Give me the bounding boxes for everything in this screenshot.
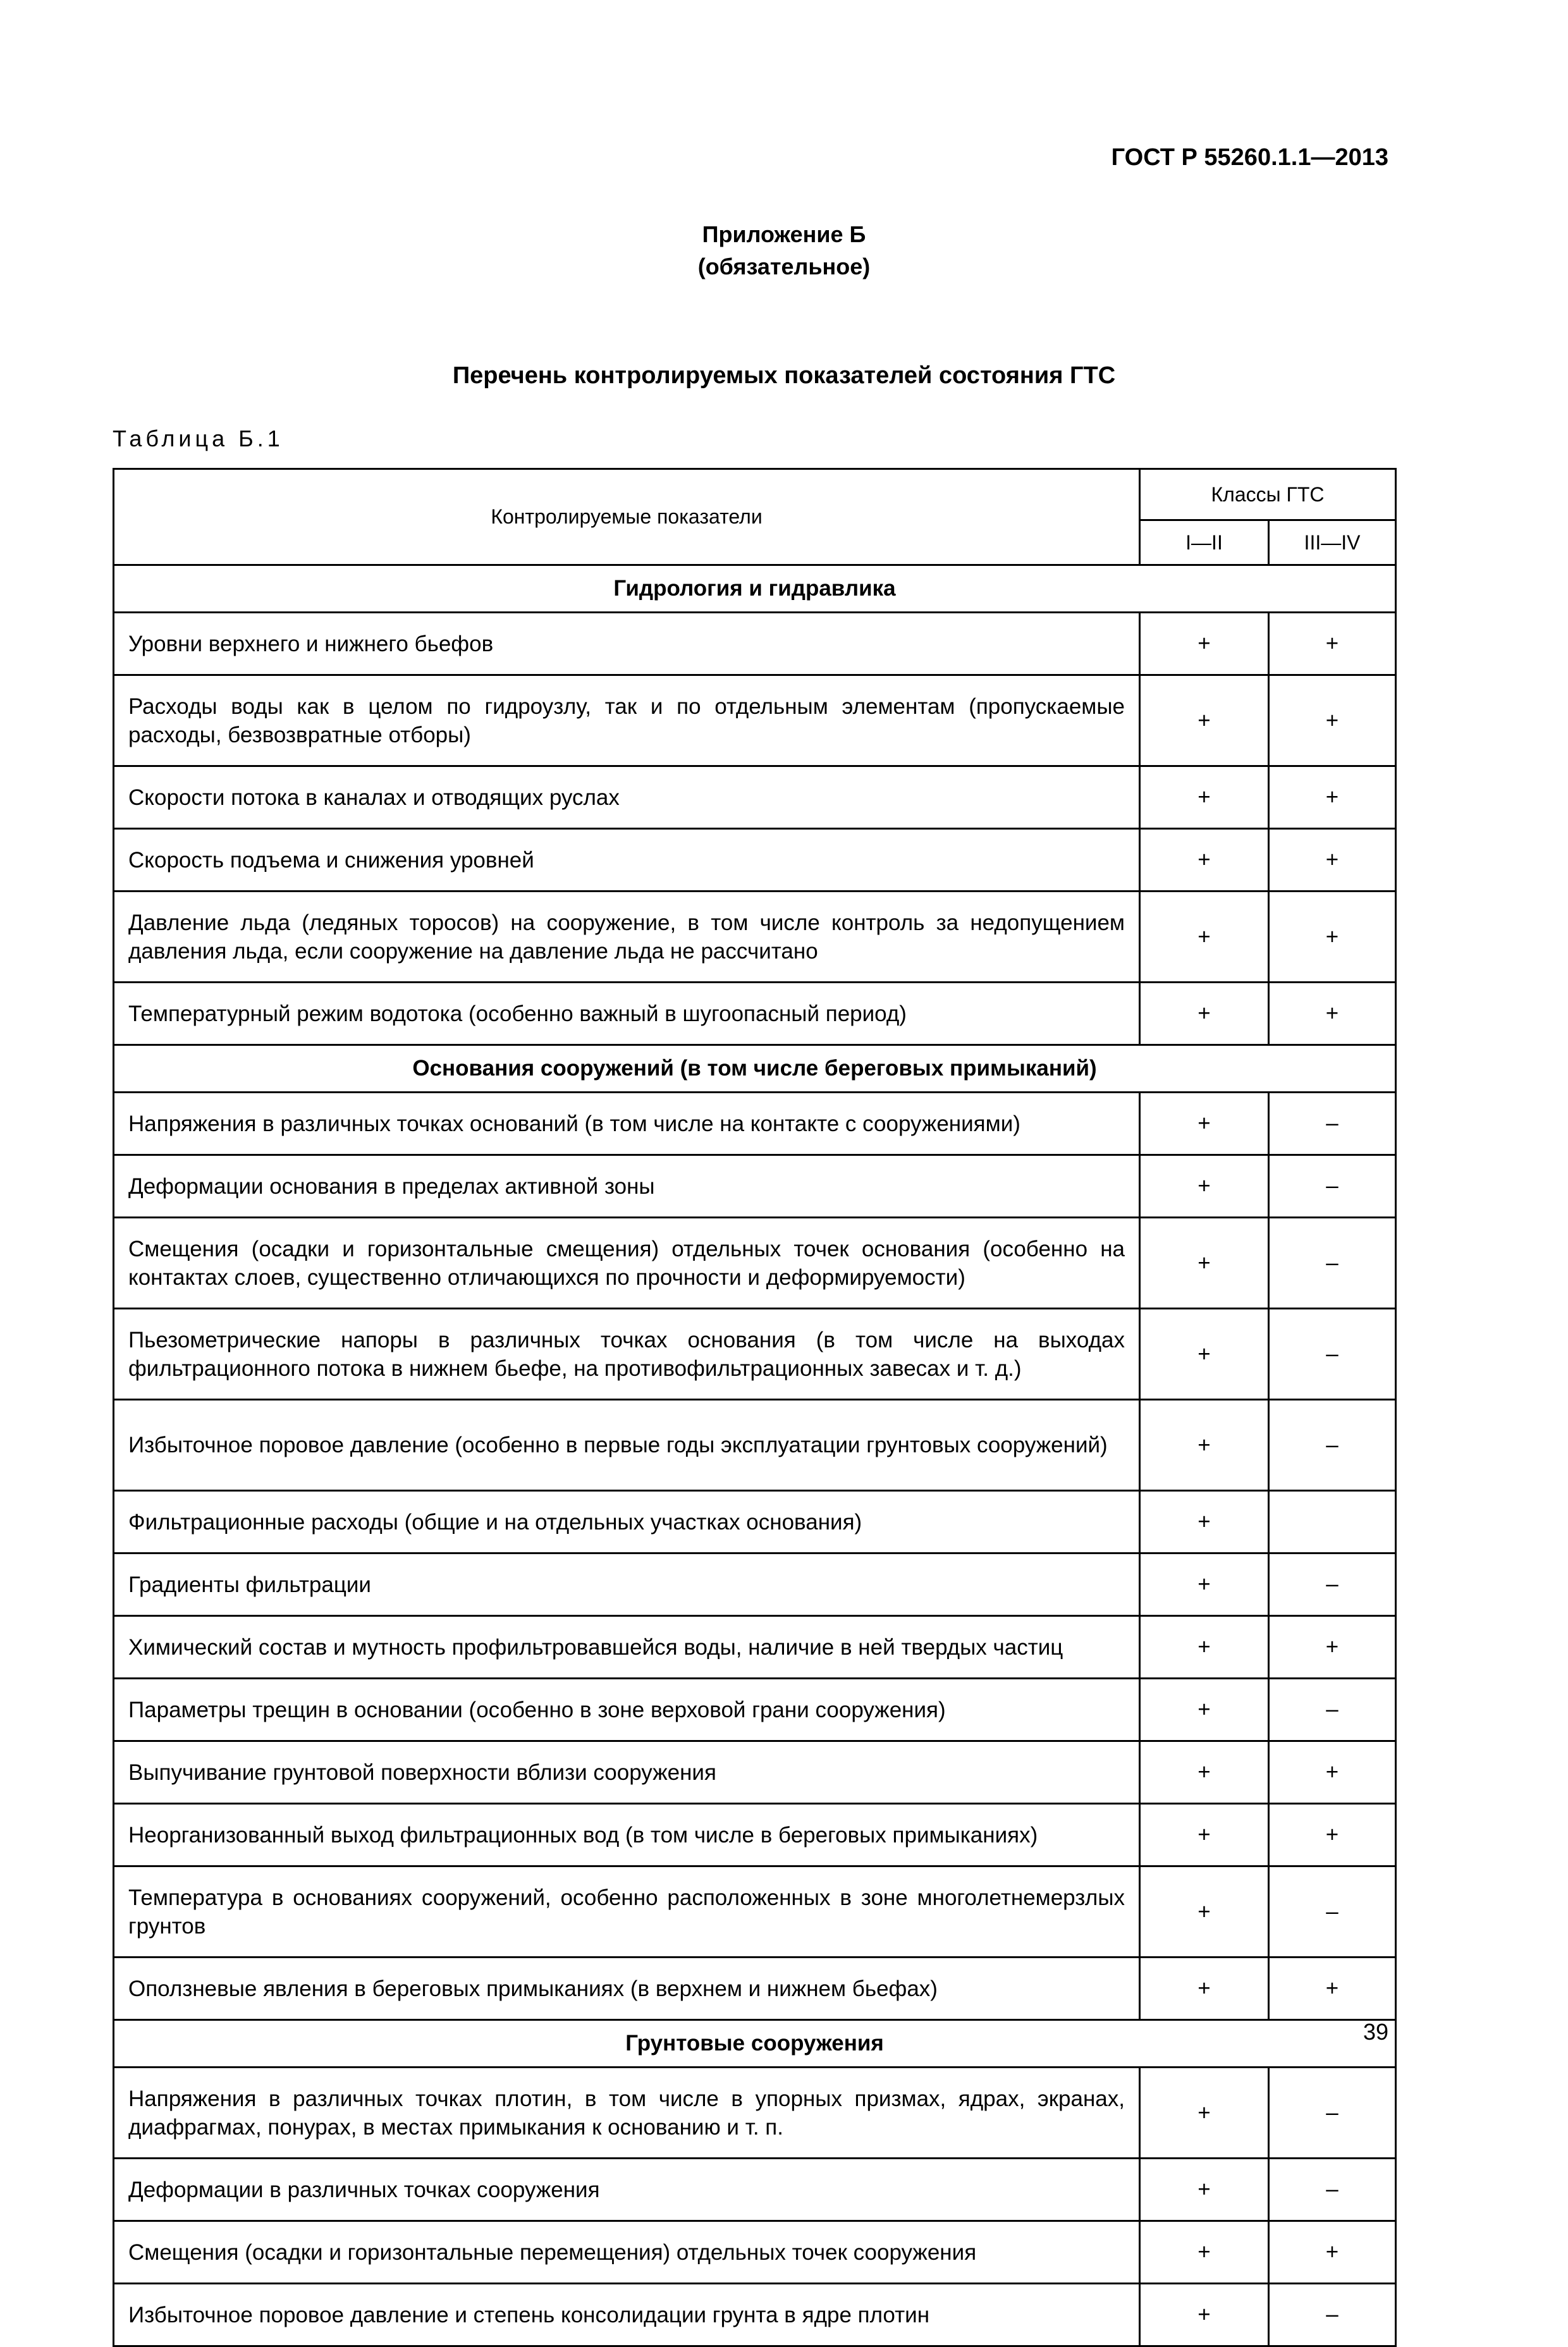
class-2-mark: –: [1269, 1218, 1396, 1309]
indicator-cell: Смещения (осадки и горизонтальные перемещения) отдельных точек сооружения: [114, 2221, 1140, 2284]
section-row: [114, 565, 1396, 613]
class-2-mark: –: [1269, 2284, 1396, 2346]
table-row: [114, 1679, 1396, 1741]
indicator-cell: Выпучивание грунтовой поверхности вблизи сооружения: [114, 1741, 1140, 1804]
table-row: [114, 1093, 1396, 1155]
class-1-mark: +: [1140, 1491, 1269, 1553]
class-1-mark: +: [1140, 613, 1269, 675]
indicator-cell: Напряжения в различных точках плотин, в том числе в упорных призмах, ядрах, экранах, диафрагмах, понурах, в местах примыкания к основанию и т. п.: [114, 2068, 1140, 2159]
class-1-mark: +: [1140, 1553, 1269, 1616]
table-row: [114, 1491, 1396, 1553]
indicator-cell: Температура в основаниях сооружений, особенно расположенных в зоне многолетнемерзлых грунтов: [114, 1866, 1140, 1958]
class-2-mark: +: [1269, 1958, 1396, 2020]
class-2-mark: –: [1269, 2159, 1396, 2221]
indicator-cell: Избыточное поровое давление (особенно в первые годы эксплуатации грунтовых сооружений): [114, 1400, 1140, 1491]
header-class-2: III—IV: [1269, 520, 1396, 565]
table-row: [114, 983, 1396, 1045]
annex-heading: [0, 218, 1568, 283]
table-header-row: [114, 469, 1396, 520]
class-2-mark: +: [1269, 675, 1396, 766]
indicator-cell: Неорганизованный выход фильтрационных вод (в том числе в береговых примыканиях): [114, 1804, 1140, 1866]
class-1-mark: +: [1140, 1679, 1269, 1741]
indicator-cell: Оползневые явления в береговых примыканиях (в верхнем и нижнем бьефах): [114, 1958, 1140, 2020]
table-row: [114, 892, 1396, 983]
class-1-mark: +: [1140, 1309, 1269, 1400]
table-row: [114, 1616, 1396, 1679]
class-1-mark: +: [1140, 766, 1269, 829]
class-2-mark: –: [1269, 1866, 1396, 1958]
class-1-mark: +: [1140, 1741, 1269, 1804]
class-2-mark: –: [1269, 1309, 1396, 1400]
section-title: Грунтовые сооружения: [114, 2020, 1396, 2068]
indicator-cell: Пьезометрические напоры в различных точках основания (в том числе на выходах фильтрационного потока в нижнем бьефе, на противофильтрационных завесах и т. д.): [114, 1309, 1140, 1400]
class-2-mark: –: [1269, 1679, 1396, 1741]
indicator-cell: Градиенты фильтрации: [114, 1553, 1140, 1616]
class-1-mark: +: [1140, 2068, 1269, 2159]
table-row: [114, 613, 1396, 675]
document-code: ГОСТ Р 55260.1.1—2013: [1111, 144, 1388, 171]
header-classes: Классы ГТС: [1140, 469, 1396, 520]
table-row: [114, 2221, 1396, 2284]
class-2-mark: [1269, 1491, 1396, 1553]
table-row: [114, 829, 1396, 892]
class-1-mark: +: [1140, 1866, 1269, 1958]
class-1-mark: +: [1140, 1155, 1269, 1218]
class-1-mark: +: [1140, 2284, 1269, 2346]
table-row: [114, 1218, 1396, 1309]
class-2-mark: –: [1269, 1093, 1396, 1155]
class-1-mark: +: [1140, 2159, 1269, 2221]
indicator-cell: Деформации основания в пределах активной зоны: [114, 1155, 1140, 1218]
page-number: 39: [1363, 2019, 1388, 2045]
class-2-mark: +: [1269, 829, 1396, 892]
indicator-cell: Смещения (осадки и горизонтальные смещения) отдельных точек основания (особенно на контактах слоев, существенно отличающихся по прочности и деформируемости): [114, 1218, 1140, 1309]
table-row: [114, 766, 1396, 829]
class-2-mark: +: [1269, 892, 1396, 983]
table-row: [114, 1866, 1396, 1958]
indicator-cell: Параметры трещин в основании (особенно в зоне верховой грани сооружения): [114, 1679, 1140, 1741]
table-row: [114, 1309, 1396, 1400]
section-row: [114, 1045, 1396, 1093]
class-2-mark: +: [1269, 1616, 1396, 1679]
table-row: [114, 1741, 1396, 1804]
class-1-mark: +: [1140, 1400, 1269, 1491]
class-2-mark: –: [1269, 2068, 1396, 2159]
class-2-mark: –: [1269, 1553, 1396, 1616]
class-2-mark: +: [1269, 2221, 1396, 2284]
class-1-mark: +: [1140, 1093, 1269, 1155]
class-2-mark: –: [1269, 1155, 1396, 1218]
class-1-mark: +: [1140, 1804, 1269, 1866]
indicator-cell: Температурный режим водотока (особенно важный в шугоопасный период): [114, 983, 1140, 1045]
class-2-mark: –: [1269, 1400, 1396, 1491]
section-title: Гидрология и гидравлика: [114, 565, 1396, 613]
table-row: [114, 675, 1396, 766]
class-1-mark: +: [1140, 1218, 1269, 1309]
class-2-mark: +: [1269, 1804, 1396, 1866]
table-body: [114, 469, 1396, 2346]
class-2-mark: +: [1269, 613, 1396, 675]
indicator-cell: Уровни верхнего и нижнего бьефов: [114, 613, 1140, 675]
indicator-cell: Расходы воды как в целом по гидроузлу, так и по отдельным элементам (пропускаемые расходы, безвозвратные отборы): [114, 675, 1140, 766]
indicator-cell: Скорость подъема и снижения уровней: [114, 829, 1140, 892]
table-row: [114, 1400, 1396, 1491]
indicator-cell: Напряжения в различных точках оснований (в том числе на контакте с сооружениями): [114, 1093, 1140, 1155]
table-row: [114, 2068, 1396, 2159]
class-2-mark: +: [1269, 983, 1396, 1045]
indicator-cell: Фильтрационные расходы (общие и на отдельных участках основания): [114, 1491, 1140, 1553]
class-1-mark: +: [1140, 2221, 1269, 2284]
class-1-mark: +: [1140, 892, 1269, 983]
header-class-1: I—II: [1140, 520, 1269, 565]
indicator-cell: Деформации в различных точках сооружения: [114, 2159, 1140, 2221]
table-row: [114, 1804, 1396, 1866]
section-title: Основания сооружений (в том числе береговых примыканий): [114, 1045, 1396, 1093]
class-1-mark: +: [1140, 675, 1269, 766]
table-row: [114, 1553, 1396, 1616]
indicator-cell: Давление льда (ледяных торосов) на сооружение, в том числе контроль за недопущением давления льда, если сооружение на давление льда не рассчитано: [114, 892, 1140, 983]
table-caption: Таблица Б.1: [113, 426, 284, 451]
class-2-mark: +: [1269, 1741, 1396, 1804]
section-row: [114, 2020, 1396, 2068]
indicator-cell: Избыточное поровое давление и степень консолидации грунта в ядре плотин: [114, 2284, 1140, 2346]
class-1-mark: +: [1140, 829, 1269, 892]
table-row: [114, 2159, 1396, 2221]
page-title: Перечень контролируемых показателей состояния ГТС: [452, 362, 1116, 389]
indicators-table: [113, 468, 1397, 2347]
indicator-cell: Химический состав и мутность профильтровавшейся воды, наличие в ней твердых частиц: [114, 1616, 1140, 1679]
table-row: [114, 1958, 1396, 2020]
class-1-mark: +: [1140, 983, 1269, 1045]
header-indicator: Контролируемые показатели: [114, 469, 1140, 565]
annex-title: Приложение Б: [702, 221, 866, 247]
class-1-mark: +: [1140, 1616, 1269, 1679]
class-1-mark: +: [1140, 1958, 1269, 2020]
table-row: [114, 1155, 1396, 1218]
table-row: [114, 2284, 1396, 2346]
indicator-cell: Скорости потока в каналах и отводящих руслах: [114, 766, 1140, 829]
class-2-mark: +: [1269, 766, 1396, 829]
annex-status: (обязательное): [697, 254, 871, 280]
